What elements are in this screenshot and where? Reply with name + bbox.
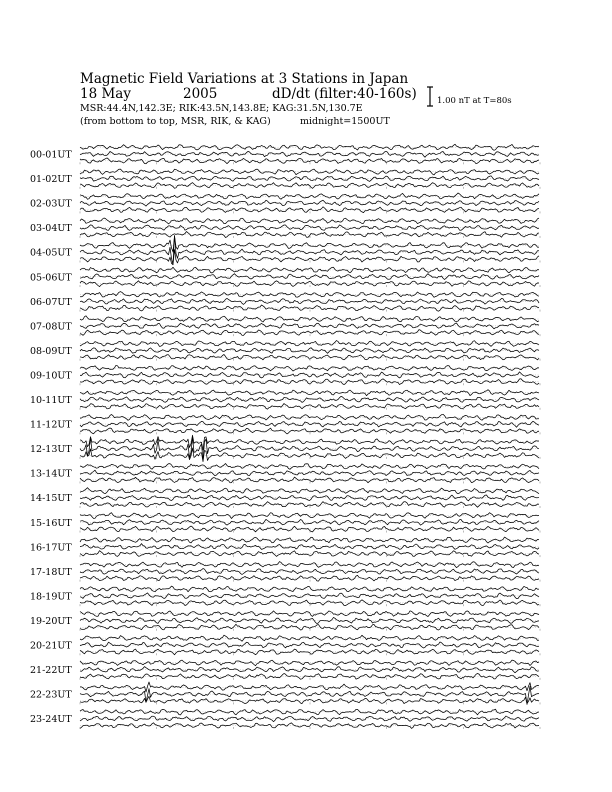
hour-row-label: 07-08UT <box>30 321 72 333</box>
trace-rik <box>80 200 539 206</box>
hour-row-13-14ut <box>30 464 540 484</box>
trace-kag <box>80 464 539 470</box>
hour-row-label: 21-22UT <box>30 665 72 677</box>
hour-row-23-24ut <box>30 709 540 729</box>
hour-row-00-01ut <box>30 144 540 164</box>
trace-msr <box>80 723 539 729</box>
hour-row-label: 19-20UT <box>30 615 72 627</box>
trace-msr <box>80 207 539 213</box>
hour-row-20-21ut <box>30 635 540 655</box>
hour-row-label: 15-16UT <box>30 517 72 529</box>
hour-row-01-02ut <box>30 169 540 189</box>
scale-bar <box>427 87 512 106</box>
hour-row-05-06ut <box>30 267 540 287</box>
trace-rik <box>80 716 539 722</box>
midnight-label: midnight=1500UT <box>300 116 390 127</box>
trace-msr <box>80 183 539 189</box>
hour-row-15-16ut <box>30 513 540 533</box>
hour-row-14-15ut <box>30 488 540 508</box>
trace-msr <box>80 428 539 434</box>
header <box>80 71 417 127</box>
hour-row-label: 20-21UT <box>30 640 72 652</box>
trace-rik <box>80 544 539 550</box>
filter-label: (filter:40-160s) <box>314 86 417 102</box>
hour-row-label: 17-18UT <box>30 566 72 578</box>
trace-rik <box>80 593 539 599</box>
hour-row-10-11ut <box>30 390 540 410</box>
hour-row-07-08ut <box>30 316 540 336</box>
hour-row-label: 18-19UT <box>30 591 72 603</box>
hour-row-label: 08-09UT <box>30 345 72 357</box>
trace-rik <box>80 236 539 265</box>
hour-row-08-09ut <box>30 341 540 361</box>
hour-row-label: 22-23UT <box>30 689 72 701</box>
hour-row-label: 06-07UT <box>30 296 72 308</box>
hour-row-label: 05-06UT <box>30 272 72 284</box>
trace-rik <box>80 667 539 673</box>
quantity-label: dD/dt <box>272 86 311 102</box>
hour-row-18-19ut <box>30 586 540 606</box>
hour-row-label: 02-03UT <box>30 198 72 210</box>
hour-row-label: 09-10UT <box>30 370 72 382</box>
hour-row-label: 10-11UT <box>30 395 72 406</box>
hour-row-02-03ut <box>30 193 540 213</box>
hour-row-label: 16-17UT <box>30 542 72 554</box>
trace-rik <box>80 372 539 378</box>
hour-row-12-13ut <box>30 435 540 461</box>
hour-row-label: 14-15UT <box>30 493 72 505</box>
order-note: (from bottom to top, MSR, RIK, & KAG) <box>80 116 271 127</box>
trace-msr <box>80 305 539 311</box>
hour-row-03-04ut <box>30 218 540 238</box>
trace-rik <box>80 686 539 704</box>
trace-msr <box>80 696 539 703</box>
scale-bar-label: 1.00 nT at T=80s <box>437 96 512 106</box>
hour-row-21-22ut <box>30 660 540 680</box>
hour-row-label: 03-04UT <box>30 223 72 235</box>
trace-kag <box>80 435 539 450</box>
trace-rik <box>80 437 539 460</box>
trace-kag <box>80 169 539 175</box>
trace-kag <box>80 709 539 715</box>
trace-kag <box>80 316 539 322</box>
hour-row-label: 13-14UT <box>30 468 72 480</box>
hour-row-06-07ut <box>30 292 540 312</box>
hour-row-22-23ut <box>30 682 540 704</box>
hour-row-09-10ut <box>30 365 540 385</box>
trace-rik <box>80 151 539 157</box>
trace-msr <box>80 232 539 238</box>
hour-row-04-05ut <box>30 236 540 265</box>
hour-row-16-17ut <box>30 537 540 557</box>
trace-rik <box>80 642 539 648</box>
hour-row-17-18ut <box>30 562 540 582</box>
trace-msr <box>80 502 539 508</box>
trace-rik <box>80 396 539 402</box>
trace-msr <box>80 600 539 606</box>
trace-kag <box>80 193 539 199</box>
stations-label: MSR:44.4N,142.3E; RIK:43.5N,143.8E; KAG:31.5N,130.7E <box>80 103 363 114</box>
trace-kag <box>80 513 539 519</box>
trace-panel <box>30 144 540 729</box>
trace-msr <box>80 250 539 265</box>
trace-kag <box>80 236 539 252</box>
trace-kag <box>80 611 539 617</box>
hour-row-label: 11-12UT <box>30 419 72 431</box>
hour-row-19-20ut <box>30 611 540 631</box>
trace-kag <box>80 562 539 568</box>
hour-row-label: 04-05UT <box>30 247 72 259</box>
hour-row-label: 23-24UT <box>30 714 72 726</box>
trace-rik <box>80 176 539 182</box>
hour-row-label: 00-01UT <box>30 149 72 161</box>
hour-row-11-12ut <box>30 414 540 434</box>
year-label: 2005 <box>183 86 218 102</box>
date-label: 18 May <box>80 86 131 102</box>
trace-rik <box>80 421 539 427</box>
trace-msr <box>80 158 539 164</box>
hour-row-label: 01-02UT <box>30 174 72 186</box>
trace-rik <box>80 470 539 476</box>
chart-title: Magnetic Field Variations at 3 Stations in Japan <box>80 71 409 87</box>
trace-kag <box>80 635 539 641</box>
hour-row-label: 12-13UT <box>30 444 72 456</box>
